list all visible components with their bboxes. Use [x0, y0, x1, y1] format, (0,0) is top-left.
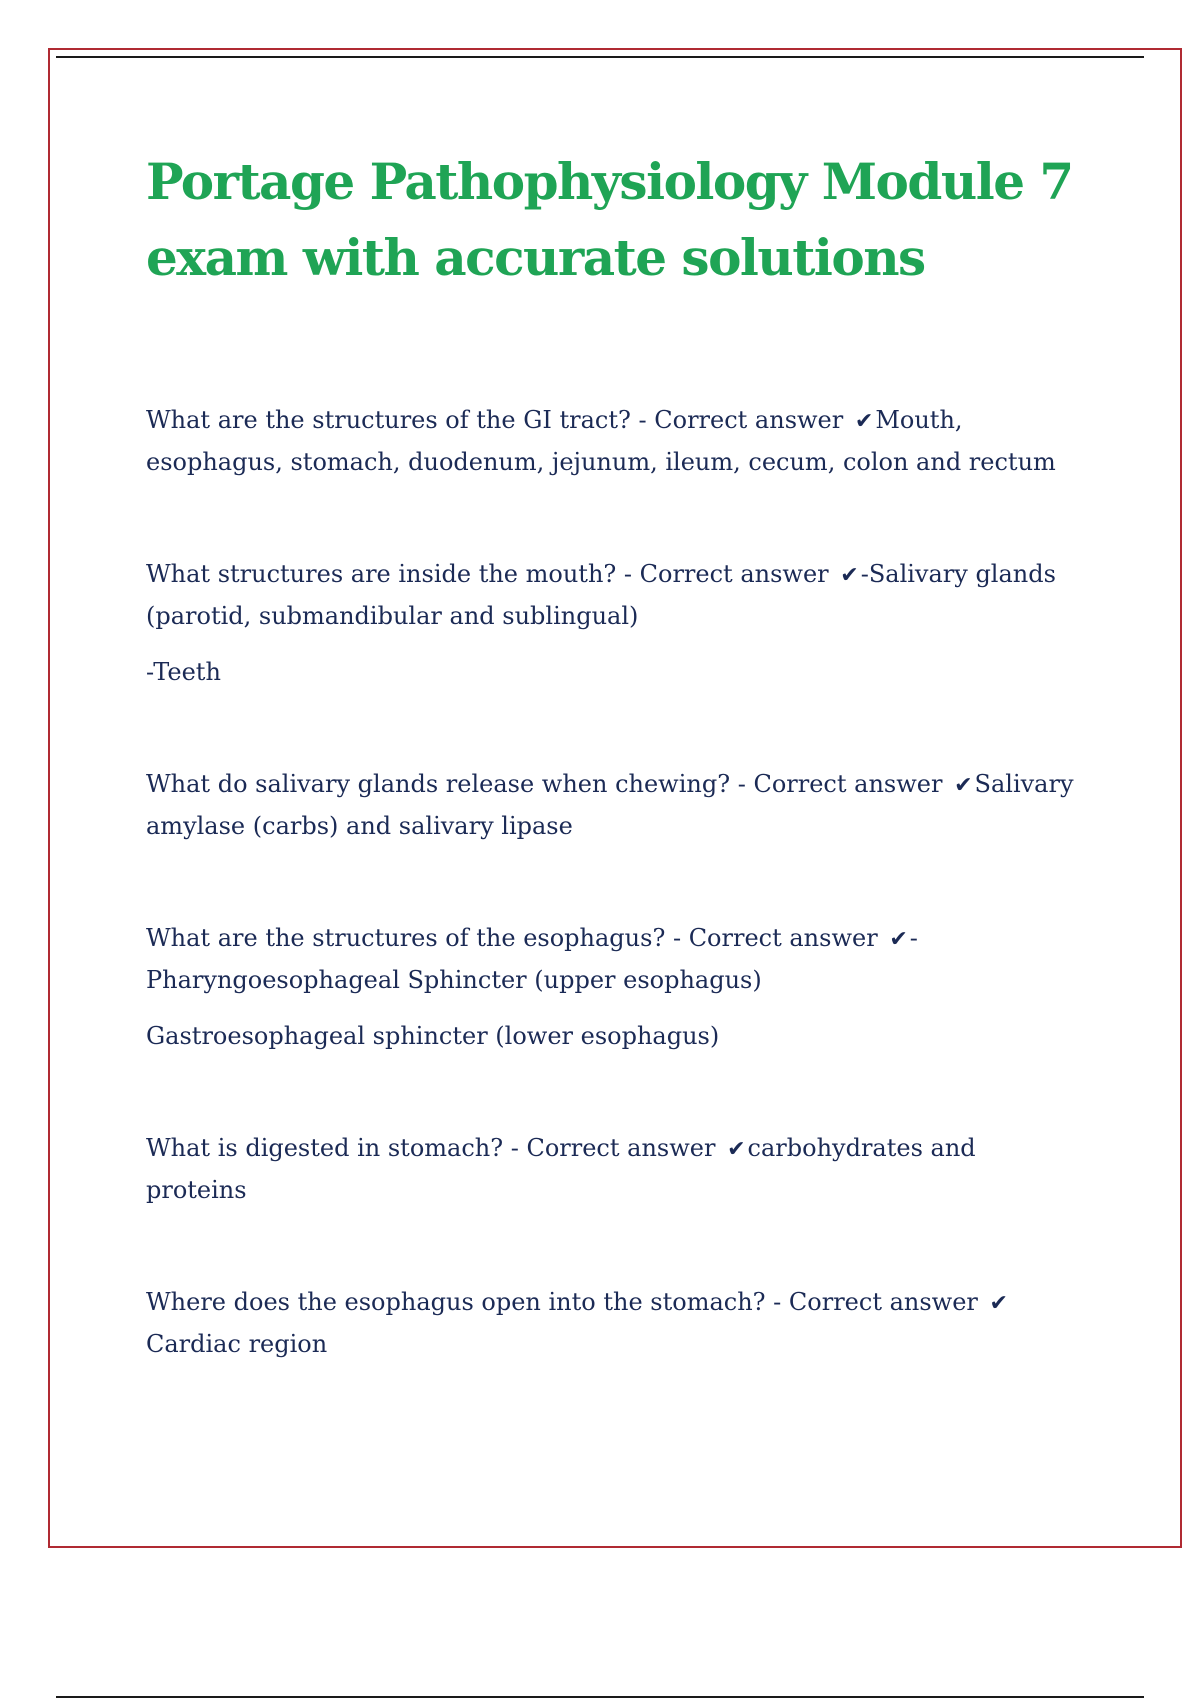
question-text: What is digested in stomach? [146, 1134, 504, 1162]
answer-label: - Correct answer [623, 560, 829, 588]
answer-extra-text: -Teeth [146, 658, 221, 686]
answer-text: -Salivary glands (parotid, submandibular and sublingual) [146, 560, 1056, 630]
answer-text: - Pharyngoesophageal Sphincter (upper esophagus) [146, 924, 918, 994]
answer-label: - Correct answer [510, 1134, 716, 1162]
title-line-1: Portage Pathophysiology Module 7 [146, 152, 1073, 211]
question-text: What are the structures of the esophagus? [146, 924, 666, 952]
question-text: What do salivary glands release when chewing? [146, 770, 731, 798]
qa-item [146, 554, 1076, 692]
answer-label: - Correct answer [672, 924, 878, 952]
question-list [146, 400, 1076, 1436]
answer-text: Salivary amylase (carbs) and salivary lipase [146, 770, 1074, 840]
answer-extra-text: Gastroesophageal sphincter (lower esophagus) [146, 1022, 720, 1050]
check-icon: ✔ [889, 927, 908, 952]
check-icon: ✔ [840, 563, 859, 588]
answer-label: - Correct answer [773, 1288, 978, 1316]
qa-item [146, 400, 1076, 482]
qa-line [146, 1282, 1076, 1364]
question-text: Where does the esophagus open into the stomach? [146, 1288, 766, 1316]
qa-item [146, 918, 1076, 1056]
check-icon: ✔ [854, 409, 874, 434]
top-rule [56, 56, 1144, 58]
answer-text: carbohydrates and proteins [146, 1134, 976, 1204]
qa-line [146, 1128, 1076, 1210]
qa-line [146, 400, 1076, 482]
check-icon: ✔ [954, 773, 973, 798]
bottom-rule [56, 1696, 1144, 1698]
qa-line [146, 918, 1076, 1000]
title-line-2: exam with accurate solutions [146, 228, 925, 287]
check-icon: ✔ [989, 1291, 1008, 1316]
qa-line [146, 764, 1076, 846]
question-text: What structures are inside the mouth? [146, 560, 617, 588]
answer-text: Mouth, esophagus, stomach, duodenum, jejunum, ileum, cecum, colon and rectum [146, 406, 1056, 476]
qa-line [146, 554, 1076, 636]
qa-item [146, 1282, 1076, 1364]
answer-text: Cardiac region [146, 1330, 328, 1358]
answer-label: - Correct answer [737, 770, 943, 798]
qa-item [146, 1128, 1076, 1210]
question-text: What are the structures of the GI tract? [146, 406, 631, 434]
answer-label: - Correct answer [638, 406, 844, 434]
qa-item [146, 764, 1076, 846]
document-title [146, 144, 1086, 296]
check-icon: ✔ [727, 1137, 746, 1162]
